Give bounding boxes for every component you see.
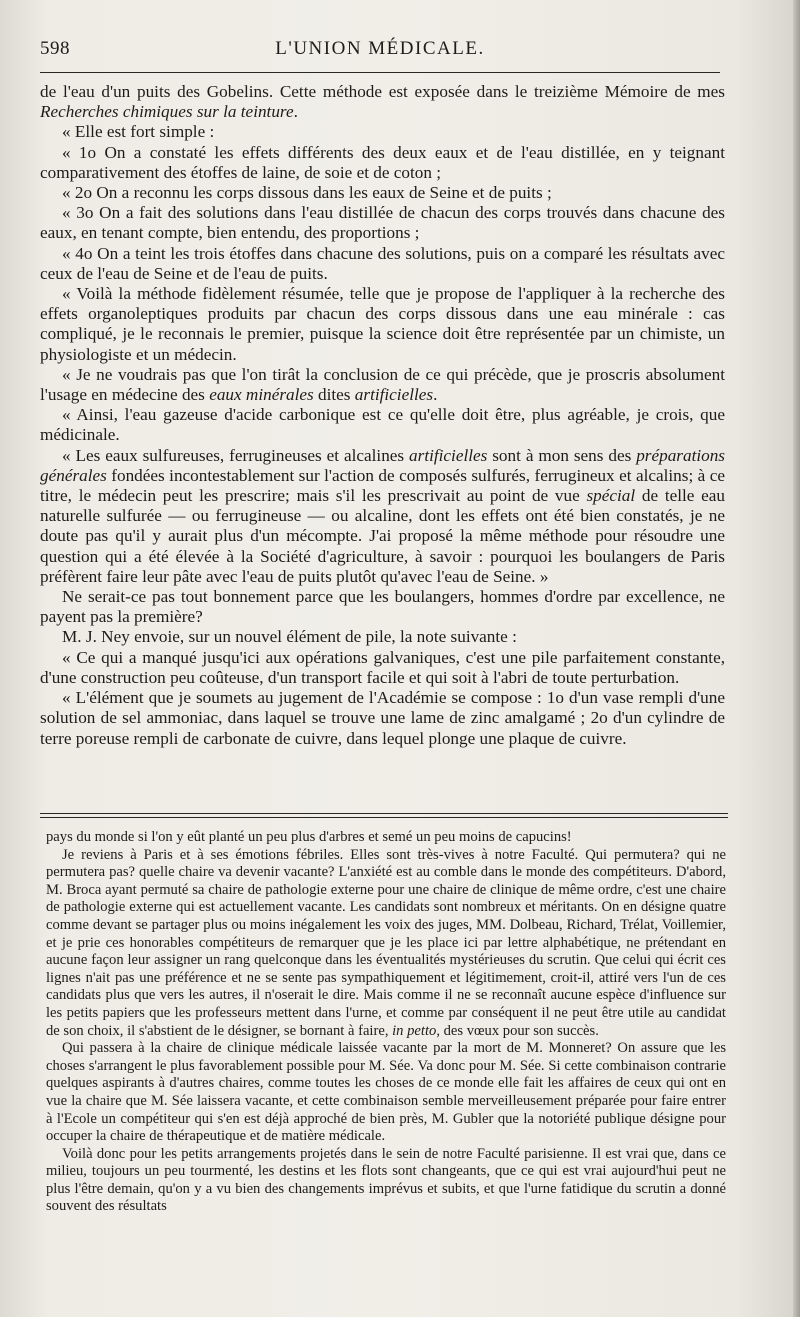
text-run: de telle eau naturelle sulfurée — ou ferrugineuse — ou alcaline, dont les effets ont été bien constatés, je ne doute pas qu'il y aurait plus d'un mécompte. J'ai proposé la même méthode pour résoudre une question qui a été élevée à la Société d'agriculture, à savoir : pourquoi les boulangers de Paris préfèrent faire leur pâte avec l'eau de puits plutôt qu'avec l'eau de Seine. » bbox=[40, 486, 725, 586]
paragraph: « 4o On a teint les trois étoffes dans chacune des solutions, puis on a comparé les résultats avec ceux de l'eau de Seine et de l'eau de puits. bbox=[40, 243, 725, 283]
paragraph bbox=[46, 847, 726, 1041]
italic-term: artificielles bbox=[354, 385, 434, 405]
page-edge-shadow bbox=[793, 0, 800, 1317]
italic-term: eaux minérales bbox=[209, 385, 314, 405]
text-run: « Je ne voudrais pas que l'on tirât la conclusion de ce qui précède, que je proscris absolument l'usage en médecine des bbox=[40, 364, 725, 405]
paragraph bbox=[40, 446, 725, 587]
text-run: dites bbox=[313, 385, 355, 405]
paragraph: « Voilà la méthode fidèlement résumée, telle que je propose de l'appliquer à la recherche des effets organoleptiques produits par chacun des corps dissous dans une eau minérale : cas compliqué, je le reconnais le premier, puisque la science doit être représentée par un chimiste, un physiologiste et un médecin. bbox=[40, 284, 725, 364]
running-head bbox=[40, 38, 720, 68]
paragraph: « Ainsi, l'eau gazeuse d'acide carbonique est ce qu'elle doit être, plus agréable, je crois, que médicinale. bbox=[40, 405, 725, 445]
italic-term: préparations générales bbox=[40, 445, 725, 485]
paragraph: « Elle est fort simple : bbox=[62, 122, 215, 142]
paragraph: « 3o On a fait des solutions dans l'eau distillée de chacun des corps trouvés dans chacune des eaux, en tenant compte, bien entendu, des proportions ; bbox=[40, 203, 725, 243]
paragraph: « 2o On a reconnu les corps dissous dans les eaux de Seine et de puits ; bbox=[62, 183, 552, 203]
page-number: 598 bbox=[40, 38, 70, 59]
journal-title: L'UNION MÉDICALE. bbox=[275, 38, 485, 59]
paragraph: « Ce qui a manqué jusqu'ici aux opérations galvaniques, c'est une pile parfaitement constante, d'une construction peu coûteuse, d'un transport facile et qui soit à l'abri de toute perturbation. bbox=[40, 647, 725, 687]
italic-term: spécial bbox=[586, 486, 636, 506]
paragraph bbox=[40, 365, 725, 405]
text-run: Je reviens à Paris et à ses émotions fébriles. Elles sont très-vives à notre Faculté. Qui permutera? qui ne permutera pas? quelle chaire va devenir vacante? L'anxiété est au comble dans le monde des compétiteurs. D'abord, M. Broca ayant permuté sa chaire de pathologie externe pour une chaire de clinique de même ordre, c'est une chaire de pathologie externe qui est actuellement vacante. Les candidats sont nombreux et méritants. On en désigne quatre comme devant se partager plus ou moins inégalement les voix des juges, MM. Dolbeau, Richard, Trélat, Voillemier, et je prie ces honorables compétiteurs de remarquer que je les place ici par lettre alphabétique, ne prétendant en aucune façon leur assigner un rang quelconque dans les éventualités mystérieuses du scrutin. Que celui qui écrit ces lignes n'ait pas une préférence et ne se sente pas sympathiquement et légitimement, croit-il, attiré vers l'un de ces candidats plus que vers les autres, il n'oserait le dire. Mais comme il ne se reconnaît aucune espèce d'influence sur les petits papiers que les professeurs mettent dans l'urne, et comme par conséquent il ne peut être utile au candidat de son choix, il s'abstient de le désigner, se bornant à faire, bbox=[46, 846, 726, 1039]
text-run: de l'eau d'un puits des Gobelins. Cette méthode est exposée dans le treizième Mémoire de mes bbox=[40, 82, 725, 101]
paragraph: Voilà donc pour les petits arrangements projetés dans le sein de notre Faculté parisienne. Il est vrai que, dans ce milieu, toujours un peu tourmenté, les destins et les flots sont changeants, que ce qui est vrai aujourd'hui peut ne plus l'être demain, qu'on y a vu bien des changements imprévus et subits, et que l'urne fatidique du scrutin a donné souvent des résultats bbox=[46, 1145, 726, 1215]
text-run: . bbox=[433, 385, 438, 405]
italic-title: Recherches chimiques sur la teinture bbox=[40, 102, 294, 122]
paragraph: Qui passera à la chaire de clinique médicale laissée vacante par la mort de M. Monneret? On assure que les choses s'arrangent le plus favorablement possible pour M. Sée. Va donc pour M. Sée. Si cette combinaison contrarie quelques aspirants à d'autres chaires, comme toutes les choses de ce monde elle fait les affaires de ceux qui ont en vue la chaire que M. Sée laissera vacante, et cette combinaison semble merveilleusement préparée pour faire entrer à l'Ecole un compétiteur qui s'en est déjà approché de bien près, M. Gubler que la notoriété publique désigne pour occuper la chaire de thérapeutique et de matière médicale. bbox=[46, 1040, 726, 1145]
paragraph bbox=[40, 82, 725, 122]
paragraph: Ne serait-ce pas tout bonnement parce que les boulangers, hommes d'ordre par excellence, ne payent pas la première? bbox=[40, 587, 725, 627]
paragraph: M. J. Ney envoie, sur un nouvel élément de pile, la note suivante : bbox=[62, 627, 517, 647]
text-run: . bbox=[293, 102, 298, 122]
main-article-text bbox=[40, 82, 725, 749]
header-rule bbox=[40, 72, 720, 73]
feuilleton-text bbox=[46, 829, 726, 1216]
paragraph: « L'élément que je soumets au jugement de l'Académie se compose : 1o d'un vase rempli d'une solution de sel ammoniac, dans laquel se trouve une lame de zinc amalgamé ; 2o d'un cylindre de terre poreuse rempli de carbonate de cuivre, dans lequel plonge une plaque de cuivre. bbox=[40, 688, 725, 748]
feuilleton-rule-top bbox=[40, 813, 728, 814]
paragraph: pays du monde si l'on y eût planté un peu plus d'arbres et semé un peu moins de capucins! bbox=[46, 829, 572, 845]
text-run: fondées incontestablement sur l'action de composés sulfurés, ferrugineux et alcalins; à ce titre, le médecin peut les prescrire; mais s'il les prescrivait au point de vue bbox=[40, 465, 725, 506]
text-run: « Les eaux sulfureuses, ferrugineuses et alcalines bbox=[62, 445, 410, 465]
feuilleton-rule-bottom bbox=[40, 817, 728, 818]
italic-term: artificielles bbox=[409, 445, 488, 465]
text-run: sont à mon sens des bbox=[487, 445, 637, 465]
italic-term: in petto bbox=[392, 1022, 437, 1039]
paragraph: « 1o On a constaté les effets différents des deux eaux et de l'eau distillée, en y teignant comparativement des étoffes de laine, de soie et de coton ; bbox=[40, 142, 725, 182]
text-run: , des vœux pour son succès. bbox=[436, 1022, 599, 1039]
